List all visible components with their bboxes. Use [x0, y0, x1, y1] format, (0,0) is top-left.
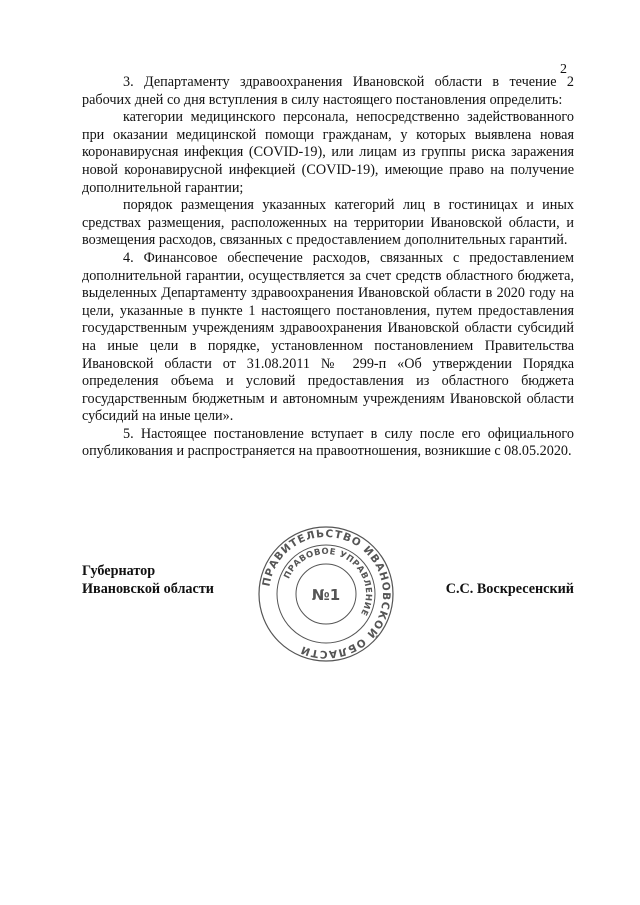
page-number: 2 [560, 62, 567, 77]
paragraph-3: 3. Департаменту здравоохранения Ивановской области в течение 2 рабочих дней со дня вступления в силу настоящего постановления определить: [82, 74, 574, 108]
official-seal [256, 524, 396, 664]
document-body [82, 74, 574, 461]
paragraph-4: 4. Финансовое обеспечение расходов, связанных с предоставлением дополнительной гарантии, осуществляется за счет средств областного бюджета, выделенных Департаменту здравоохранения Ивановской области в 2020 году на цели, указанные в пункте 1 настоящего постановления, путем предоставления государственным учреждениям здравоохранения Ивановской области субсидий на иные цели в порядке, установленном постановлением Правительства Ивановской области от 31.08.2011 № 299-п «Об утверждении Порядка определения объема и условий предоставления из областного бюджета государственным бюджетным и автономным учреждениям Ивановской области субсидий на иные цели». [82, 249, 574, 425]
seal-center-text: №1 [311, 586, 341, 604]
paragraph-3-item-placement: порядок размещения указанных категорий лиц в гостиницах и иных средствах размещения, расположенных на территории Ивановской области, и возмещения расходов, связанных с предоставлением дополнительных гарантий. [82, 197, 574, 249]
paragraph-5: 5. Настоящее постановление вступает в силу после его официального опубликования и распространяется на правоотношения, возникшие с 08.05.2020. [82, 425, 574, 460]
signatory-position-line1: Губернатор [82, 563, 156, 579]
signature-block [82, 527, 574, 680]
seal-outer-text: ПРАВИТЕЛЬСТВО ИВАНОВСКОЙ ОБЛАСТИ [260, 527, 393, 661]
paragraph-3-item-categories: категории медицинского персонала, непосредственно задействованного при оказании медицинской помощи гражданам, у которых выявлена новая коронавирусная инфекция (COVID-19), или лицам из группы риска заражения новой коронавирусной инфекцией (COVID-19), имеющие право на получение дополнительной гарантии; [82, 109, 574, 196]
signatory-position [82, 562, 214, 598]
signatory-position-line2: Ивановской области [82, 581, 214, 597]
signatory-name: С.С. Воскресенский [445, 581, 574, 597]
seal-inner-text: ПРАВОВОЕ УПРАВЛЕНИЕ [282, 546, 374, 618]
